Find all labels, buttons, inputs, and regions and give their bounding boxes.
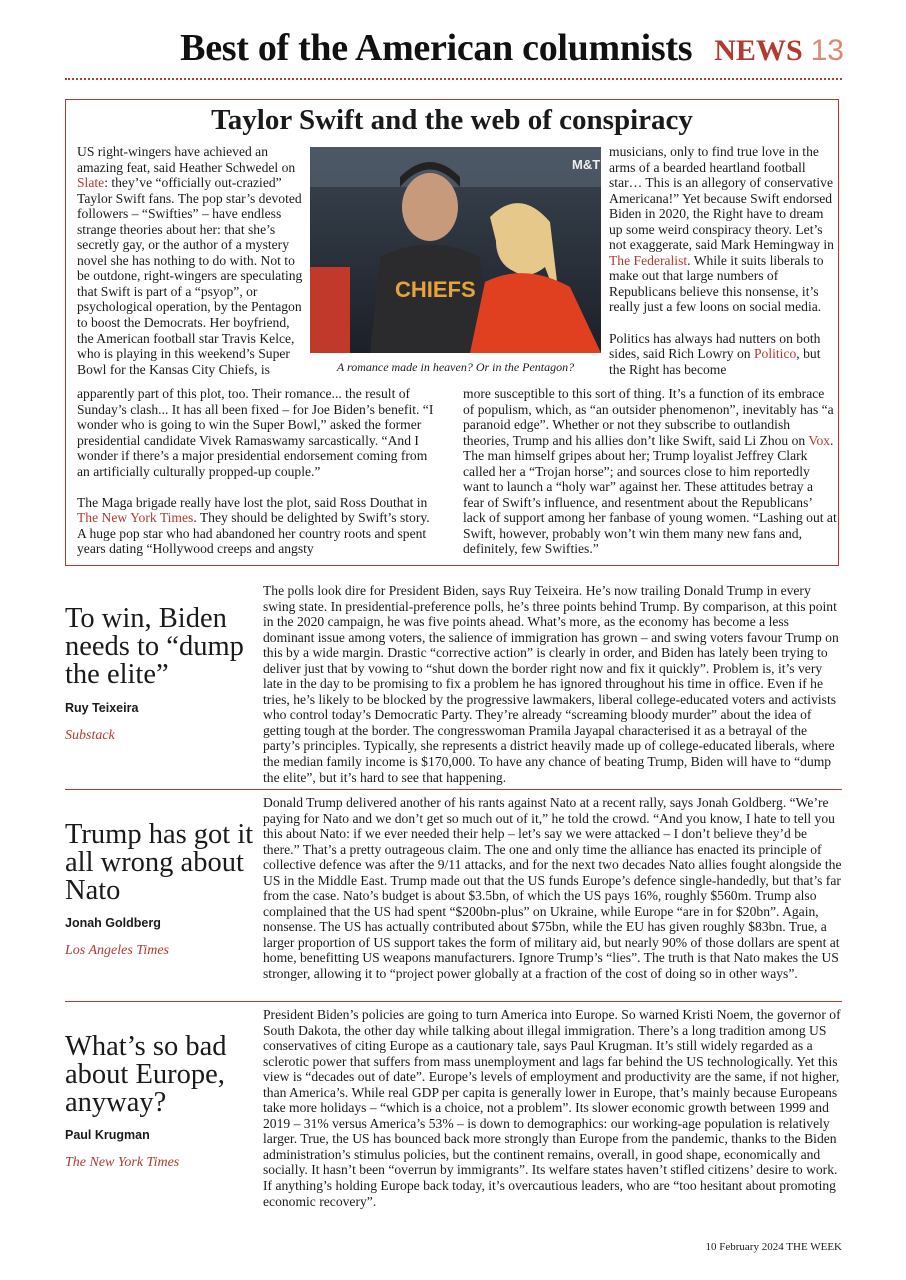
issue-date: 10 February 2024: [705, 1241, 784, 1253]
photo-caption: A romance made in heaven? Or in the Pentagon?: [336, 360, 575, 374]
page-title: Best of the American columnists: [180, 27, 693, 69]
svg-text:M&T: M&T: [572, 157, 601, 172]
header-divider: [65, 78, 842, 80]
article-headline: To win, Biden needs to “dump the elite”: [65, 603, 244, 690]
source-link-slate[interactable]: Slate: [77, 175, 105, 191]
article-body: The polls look dire for President Biden, says Ruy Teixeira. He’s now trailing Donald Trump in every swing state. In presidential-preference polls, he’s three points behind Trump. By comparison, at this point in the 2020 campaign, he was five points ahead. What’s more, as the economy has become a less dominant issue among voters, the salience of immigration has grown – and swing voters favour Trump on this by a wide margin. Drastic “corrective action” is clearly in order, and Biden has lately been trying to deliver just that by vowing to “shut down the border right now and fix it quickly”. Problem is, it’s very late in the day to be promising to fix a problem he has ignored throughout his time in office. Even if he tries, he’s likely to be blocked by the progressive lawmakers, liberal college-educated voters and activists who control today’s Democratic Party. They’re already “screaming bloody murder” about the idea of getting tough at the border. The congresswoman Pramila Jayapal characterised it as a betrayal of the party’s principles. Typically, she represents a district heavily made up of college-educated liberals, where the median family income is $170,000. To have any chance of beating Trump, Biden will have to “dump the elite”, but it’s hard to see that happening.: [263, 583, 839, 785]
publication-name: THE WEEK: [786, 1241, 842, 1253]
article-divider: [65, 1001, 842, 1002]
article-author: Ruy Teixeira: [65, 701, 139, 715]
feature-photo: [310, 147, 601, 353]
source-link-nyt[interactable]: The New York Times: [77, 510, 194, 526]
feature-text-right-top: musicians, only to find true love in the arms of a bearded heartland football star… This is an allegory of conservative Americana!” Yet because Swift endorsed Biden in 2020, the Right have to dream up some weird conspiracy theory. Let’s not exaggerate, said Mark Hemingway in The Federalist. While it suits liberals to make out that large numbers of Republicans believe this nonsense, it’s really just a few loons on social media. Politics has always had nutters on both sides, said Rich Lowry on Politico, but the Right has become: [609, 144, 834, 377]
article-body: President Biden’s policies are going to turn America into Europe. So warned Kristi Noem, the governor of South Dakota, the other day while talking about illegal immigration. There’s a long tradition among US conservatives of citing Europe as a cautionary tale, says Paul Krugman. It’s still widely regarded as a sclerotic power that suffers from mass unemployment and lags far behind the US technologically. Yet this view is “decades out of date”. Europe’s levels of employment and productivity are the same, if not higher, than America’s. While real GDP per capita is generally lower in Europe, that’s mainly because Europeans take more holidays – “which is a choice, not a problem”. Its slower economic growth between 1999 and 2019 – 31% versus America’s 53% – is down to demographics: our working-age population is relatively larger. True, the US has bounced back more strongly than Europe from the pandemic, thanks to the Biden administration’s stimulus policies, but the continent remains, overall, in good shape, economically and socially. It hasn’t been “overrun by immigrants”. Its welfare states haven’t stifled citizens’ desire to work. If anything’s holding Europe back today, it’s overcautious leaders, who are “too hesitant about promoting economic recovery”.: [263, 1007, 841, 1209]
feature-text-left-top: US right-wingers have achieved an amazing feat, said Heather Schwedel on Slate: they’ve “officially out-crazied” Taylor Swift fans. The pop star’s devoted followers – “Swifties” – have endless strange theories about her: that she’s secretly gay, or the author of a mystery novel she has nothing to do with. Not to be outdone, right-wingers are speculating that Swift is part of a “psyop”, or psychological operation, by the Pentagon to boost the Democrats. Her boyfriend, the American football star Travis Kelce, who is playing in this weekend’s Super Bowl for the Kansas City Chiefs, is: [77, 144, 303, 377]
source-link-vox[interactable]: Vox: [808, 432, 831, 448]
feature-text-right-bottom: more susceptible to this sort of thing. It’s a function of its embrace of populism, which, as “an outsider phenomenon”, inevitably has “a paranoid edge”. Whether or not they subscribe to outlandish theories, Trump and his allies don’t like Swift, said Li Zhou on Vox. The man himself gripes about her; Trump loyalist Jeffrey Clark called her a “Trojan horse”; and sources close to him reportedly want to launch a “holy war” against her. These attitudes betray a fear of Swift’s influence, and resentment about the Republicans’ lack of support among her fanbase of young women. “Lashing out at Swift, however, probably won’t win them many new fans and, definitely, few Swifties.”: [463, 386, 837, 557]
article-headline: Trump has got it all wrong about Nato: [65, 819, 254, 906]
page-footer: [706, 1241, 842, 1253]
feature-title: Taylor Swift and the web of conspiracy: [211, 104, 693, 136]
article-author: Paul Krugman: [65, 1128, 150, 1142]
article-nato: [65, 789, 842, 1001]
page-number: 13: [810, 34, 844, 67]
article-biden: [65, 583, 842, 788]
page-header: [180, 26, 844, 70]
source-link-politico[interactable]: Politico: [754, 346, 797, 362]
article-body: Donald Trump delivered another of his rants against Nato at a recent rally, says Jonah Goldberg. “We’re paying for Nato and we don’t get so much out of it,” he told the crowd. “And you know, I hate to tell you this about Nato: if we ever needed their help – let’s say we were attacked – I don’t believe they’d be there.” That’s a pretty outrageous claim. The one and only time the alliance has enacted its principle of collective defence was after the 9/11 attacks, and for the next two decades Nato allies fought alongside the US in the Middle East. Trump made out that the US funds Europe’s defence single-handedly, but that’s far from the case. Nato’s budget is about $3.5bn, of which the US pays 16%, roughly $560m. Trump also complained that the US had spent “$200bn-plus” on Ukraine, while Europe “are in for $20bn”. Again, nonsense. The US has actually contributed about $75bn, while the EU has given roughly $83bn. True, a larger proportion of US support takes the form of military aid, but nearly 90% of those dollars are spent at home, benefitting US weapons manufacturers. Ignore Trump’s “lies”. The truth is that Nato makes the US stronger, allowing it to “project power globally at a fraction of the cost of doing so in other ways”.: [263, 795, 842, 982]
article-source[interactable]: Substack: [65, 728, 115, 743]
article-source[interactable]: Los Angeles Times: [65, 943, 169, 958]
article-source[interactable]: The New York Times: [65, 1155, 180, 1170]
article-europe: [65, 1001, 842, 1215]
svg-text:CHIEFS: CHIEFS: [395, 277, 476, 302]
article-headline: What’s so bad about Europe, anyway?: [65, 1031, 227, 1118]
feature-text-left-bottom: apparently part of this plot, too. Their romance... the result of Sunday’s clash... It has all been fixed – for Joe Biden’s benefit. “I wonder who is going to win the Super Bowl,” asked the former presidential candidate Vivek Ramaswamy sarcastically. “And I wonder if there’s a major presidential endorsement coming from an artificially culturally propped-up couple.” The Maga brigade really have lost the plot, said Ross Douthat in The New York Times. They should be delighted by Swift’s story. A huge pop star who had abandoned her country roots and spent years dating “Hollywood creeps and angsty: [77, 386, 434, 557]
article-author: Jonah Goldberg: [65, 916, 161, 930]
article-divider: [65, 789, 842, 790]
source-link-federalist[interactable]: The Federalist: [609, 252, 688, 268]
section-label: NEWS: [714, 34, 803, 67]
